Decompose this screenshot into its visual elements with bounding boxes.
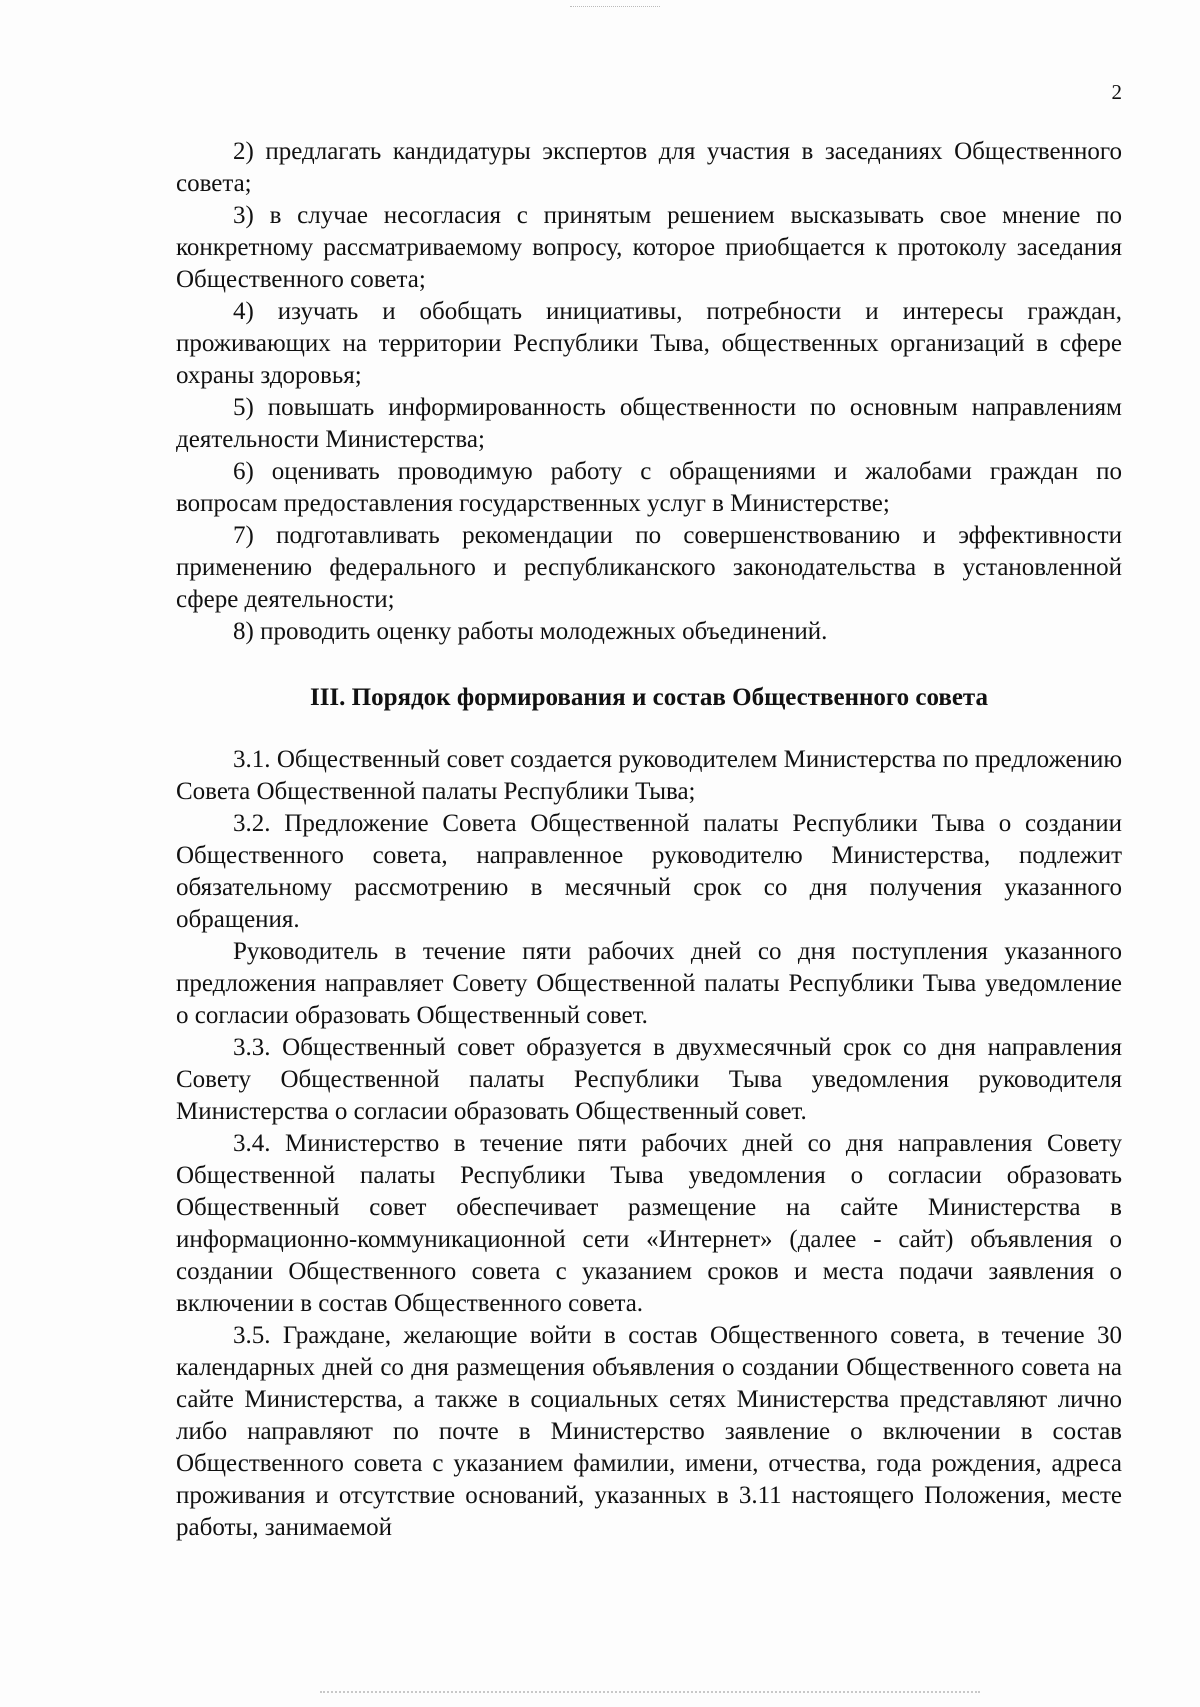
scan-artifact-bottom	[320, 1691, 980, 1695]
list-item-7: 7) подготавливать рекомендации по совершенствованию и эффективности применению федерального и республиканского законодательства в установленной сфере деятельности;	[176, 522, 1122, 613]
clause-3-5: 3.5. Граждане, желающие войти в состав Общественного совета, в течение 30 календарных дней со дня размещения объявления о создании Общественного совета на сайте Министерства, а также в социальных сетях Министерства представляют лично либо направляют по почте в Министерство заявление о включении в состав Общественного совета с указанием фамилии, имени, отчества, года рождения, адреса проживания и отсутствие оснований, указанных в 3.11 настоящего Положения, месте работы, занимаемой	[176, 1322, 1122, 1541]
list-item-8: 8) проводить оценку работы молодежных объединений.	[233, 618, 828, 645]
document-body	[176, 136, 1122, 1544]
clause-3-2-continued: Руководитель в течение пяти рабочих дней со дня поступления указанного предложения направляет Совету Общественной палаты Республики Тыва уведомление о согласии образовать Общественный совет.	[176, 938, 1122, 1029]
section-heading: III. Порядок формирования и состав Общественного совета	[309, 684, 989, 711]
list-item-5: 5) повышать информированность общественности по основным направлениям деятельности Министерства;	[176, 394, 1122, 453]
clause-3-2: 3.2. Предложение Совета Общественной палаты Республики Тыва о создании Общественного совета, направленное руководителю Министерства, подлежит обязательному рассмотрению в месячный срок со дня получения указанного обращения.	[176, 810, 1122, 933]
list-item-4: 4) изучать и обобщать инициативы, потребности и интересы граждан, проживающих на территории Республики Тыва, общественных организаций в сфере охраны здоровья;	[176, 298, 1122, 389]
page-number: 2	[1111, 80, 1122, 104]
list-item-6: 6) оценивать проводимую работу с обращениями и жалобами граждан по вопросам предоставления государственных услуг в Министерстве;	[176, 458, 1122, 517]
clause-3-4: 3.4. Министерство в течение пяти рабочих дней со дня направления Совету Общественной палаты Республики Тыва уведомления о согласии образовать Общественный совет обеспечивает размещение на сайте Министерства в информационно-коммуникационной сети «Интернет» (далее - сайт) объявления о создании Общественного совета с указанием сроков и места подачи заявления о включении в состав Общественного совета.	[176, 1130, 1122, 1317]
clause-3-3: 3.3. Общественный совет образуется в двухмесячный срок со дня направления Совету Общественной палаты Республики Тыва уведомления руководителя Министерства о согласии образовать Общественный совет.	[176, 1034, 1122, 1125]
list-item-3: 3) в случае несогласия с принятым решением высказывать свое мнение по конкретному рассматриваемому вопросу, которое приобщается к протоколу заседания Общественного совета;	[176, 202, 1122, 293]
scan-artifact-top	[570, 6, 660, 9]
list-item-2: 2) предлагать кандидатуры экспертов для участия в заседаниях Общественного совета;	[176, 138, 1122, 197]
clause-3-1: 3.1. Общественный совет создается руководителем Министерства по предложению Совета Общественной палаты Республики Тыва;	[176, 746, 1122, 805]
